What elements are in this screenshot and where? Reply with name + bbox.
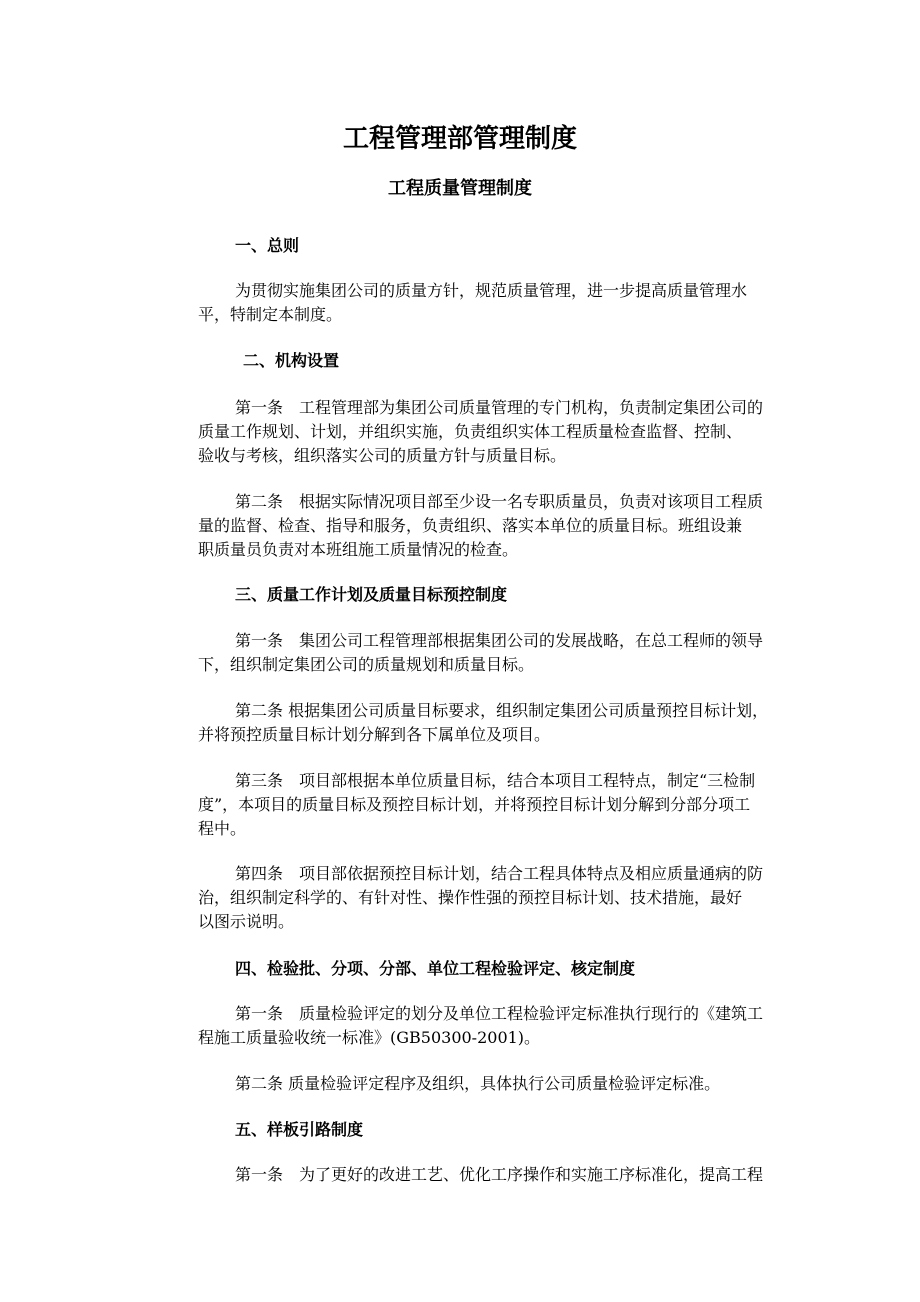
paragraph-line: 职质量员负责对本班组施工质量情况的检查。 [198,540,519,559]
document-subtitle: 工程质量管理制度 [388,178,532,199]
paragraph-line: 第一条 工程管理部为集团公司质量管理的专门机构，负责制定集团公司的 [235,398,764,417]
paragraph-line: 验收与考核，组织落实公司的质量方针与质量目标。 [198,446,567,465]
paragraph-line: 下，组织制定集团公司的质量规划和质量目标。 [198,655,535,674]
paragraph-line: 量的监督、检查、指导和服务，负责组织、落实本单位的质量目标。班组设兼 [198,516,743,535]
paragraph-line: 第一条 为了更好的改进工艺、优化工序操作和实施工序标准化，提高工程 [235,1165,764,1184]
paragraph-line: 程中。 [198,819,247,838]
paragraph-line: 为贯彻实施集团公司的质量方针，规范质量管理，进一步提高质量管理水 [235,281,748,300]
paragraph-line: 度”，本项目的质量目标及预控目标计划，并将预控目标计划分解到分部分项工 [198,795,751,814]
paragraph-line: 第二条 根据集团公司质量目标要求，组织制定集团公司质量预控目标计划， [235,701,769,720]
paragraph-line: 以图示说明。 [198,912,295,931]
section-heading-quality-plan: 三、质量工作计划及质量目标预控制度 [235,585,508,604]
section-heading-organization: 二、机构设置 [243,351,340,370]
paragraph-line: 第一条 集团公司工程管理部根据集团公司的发展战略，在总工程师的领导 [235,631,764,650]
section-heading-sample: 五、样板引路制度 [235,1120,364,1139]
paragraph-line: 治，组织制定科学的、有针对性、操作性强的预控目标计划、技术措施，最好 [198,888,743,907]
paragraph-line: 第二条 质量检验评定程序及组织，具体执行公司质量检验评定标准。 [235,1074,721,1093]
document-title: 工程管理部管理制度 [342,124,577,154]
paragraph-line: 第一条 质量检验评定的划分及单位工程检验评定标准执行现行的《建筑工 [235,1004,764,1023]
paragraph-line: 第四条 项目部依据预控目标计划，结合工程具体特点及相应质量通病的防 [235,864,764,883]
paragraph-line: 质量工作规划、计划，并组织实施，负责组织实体工程质量检查监督、控制、 [198,422,743,441]
paragraph-line: 并将预控质量目标计划分解到各下属单位及项目。 [198,725,551,744]
section-heading-general: 一、总则 [235,236,300,255]
paragraph-line: 平，特制定本制度。 [198,305,343,324]
paragraph-line: 第二条 根据实际情况项目部至少设一名专职质量员，负责对该项目工程质 [235,492,764,511]
paragraph-line: 程施工质量验收统一标准》(GB50300-2001)。 [198,1028,541,1047]
paragraph-line: 第三条 项目部根据本单位质量目标，结合本项目工程特点，制定“三检制 [235,771,756,790]
section-heading-inspection: 四、检验批、分项、分部、单位工程检验评定、核定制度 [235,959,636,978]
